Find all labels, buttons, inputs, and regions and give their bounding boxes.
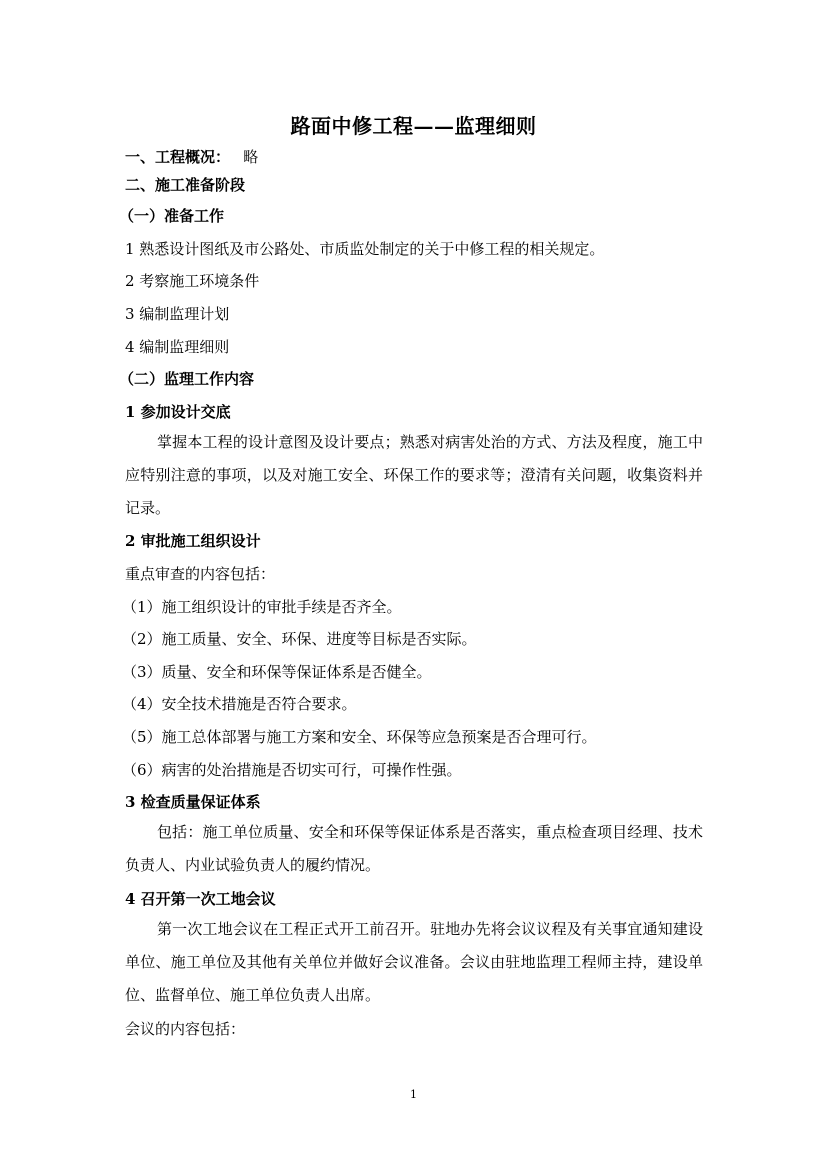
section1-label: 一、工程概况：	[125, 148, 231, 166]
review-point: （1）施工组织设计的审批手续是否齐全。	[122, 598, 402, 616]
prep-item: 2 考察施工环境条件	[125, 272, 260, 290]
section1-heading	[125, 146, 258, 167]
item1-heading: 1 参加设计交底	[125, 403, 231, 421]
item3-heading: 3 检查质量保证体系	[125, 793, 261, 811]
item3-paragraph: 包括：施工单位质量、安全和环保等保证体系是否落实，重点检查项目经理、技术负责人、内业试验负责人的履约情况。	[125, 823, 703, 874]
item4-after: 会议的内容包括：	[125, 1020, 246, 1038]
prep-item: 3 编制监理计划	[125, 305, 230, 323]
document-title: 路面中修工程——监理细则	[290, 114, 537, 138]
page-number: 1	[410, 1088, 417, 1101]
review-point: （5）施工总体部署与施工方案和安全、环保等应急预案是否合理可行。	[122, 728, 597, 746]
section1-value: 略	[243, 148, 259, 166]
prep-item: 1 熟悉设计图纸及市公路处、市质监处制定的关于中修工程的相关规定。	[125, 240, 605, 258]
review-point: （2）施工质量、安全、环保、进度等目标是否实际。	[122, 630, 477, 648]
subsection2-heading: （二）监理工作内容	[119, 370, 255, 388]
section2-heading: 二、施工准备阶段	[125, 176, 246, 194]
prep-item: 4 编制监理细则	[125, 338, 230, 356]
subsection1-heading: （一）准备工作	[119, 207, 225, 225]
review-point: （3）质量、安全和环保等保证体系是否健全。	[122, 663, 432, 681]
item2-heading: 2 审批施工组织设计	[125, 532, 261, 550]
item1-paragraph: 掌握本工程的设计意图及设计要点；熟悉对病害处治的方式、方法及程度，施工中应特别注意的事项，以及对施工安全、环保工作的要求等；澄清有关问题，收集资料并记录。	[125, 433, 703, 517]
item4-heading: 4 召开第一次工地会议	[125, 890, 276, 908]
review-point: （4）安全技术措施是否符合要求。	[122, 695, 357, 713]
item4-paragraph: 第一次工地会议在工程正式开工前召开。驻地办先将会议议程及有关事宜通知建设单位、施工单位及其他有关单位并做好会议准备。会议由驻地监理工程师主持，建设单位、监督单位、施工单位负责人出席。	[125, 920, 703, 1004]
review-point: （6）病害的处治措施是否切实可行，可操作性强。	[122, 761, 462, 779]
item2-intro: 重点审查的内容包括：	[125, 565, 276, 583]
